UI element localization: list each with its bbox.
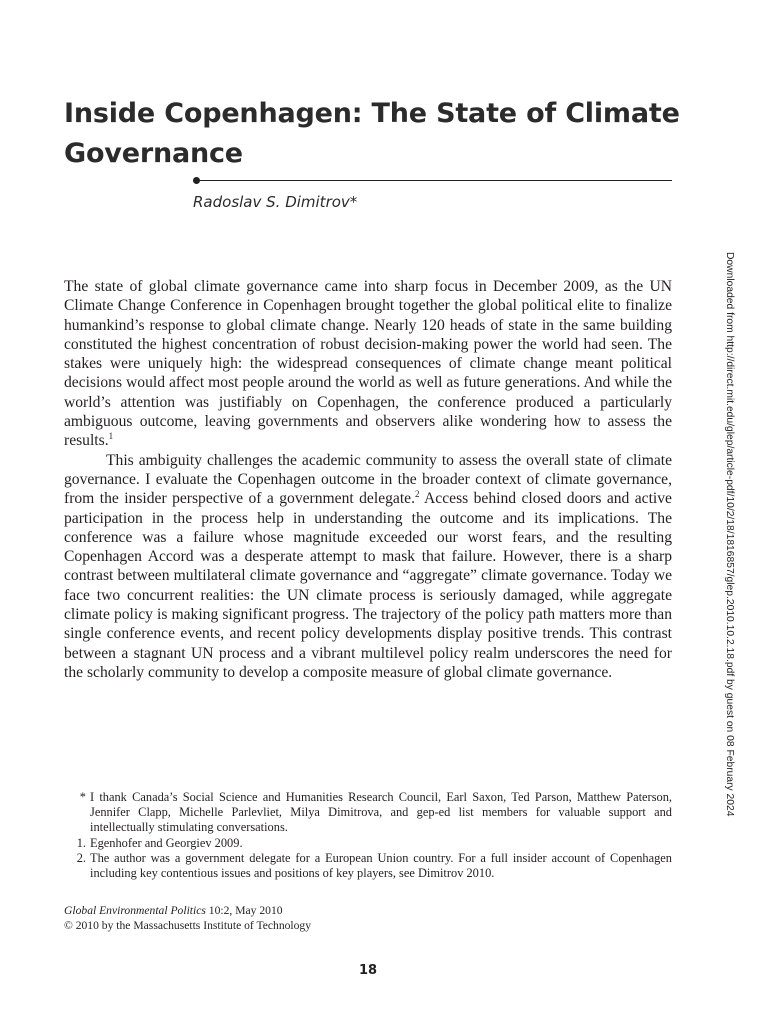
paragraph bbox=[64, 451, 672, 683]
footnote-mark: 1. bbox=[76, 835, 86, 850]
paragraph-text: This ambiguity challenges the academic community to assess the overall state of climate governance. I evaluate the Copenhagen outcome in the broader context of climate governance, from the insider perspective of a government delegate. bbox=[64, 451, 672, 508]
paragraph-text: The state of global climate governance came into sharp focus in December 2009, as the UN Climate Change Conference in Copenhagen brought together the global political elite to finalize humankind’s response to global climate change. Nearly 120 heads of state in the same building constituted the highest concentration of robust decision-making power the world had seen. The stakes were uniquely high: the widespread consequences of climate change meant political decisions would affect most people around the world as well as future generations. And while the world’s attention was justifiably on Copenhagen, the conference produced a particularly ambiguous outcome, leaving governments and observers alike wondering how to assess the results. bbox=[64, 278, 672, 450]
title-rule bbox=[198, 180, 672, 181]
footnote-text: I thank Canada’s Social Science and Humanities Research Council, Earl Saxon, Ted Parson, Matthew Paterson, Jennifer Clapp, Michelle Parlevliet, Milya Dimitrova, and gep-ed list members for valuable support and intellectually stimulating conversations. bbox=[90, 790, 672, 835]
footnote-ref[interactable]: 1 bbox=[108, 431, 114, 442]
paragraph bbox=[64, 277, 672, 451]
copyright-line: © 2010 by the Massachusetts Institute of Technology bbox=[64, 919, 312, 932]
footnote-text: Egenhofer and Georgiev 2009. bbox=[90, 835, 243, 850]
footnotes bbox=[64, 790, 672, 881]
article-title: Inside Copenhagen: The State of Climate Governance bbox=[64, 98, 680, 169]
footnote-mark: * bbox=[79, 790, 86, 804]
journal-issue: 10:2, May 2010 bbox=[205, 904, 283, 917]
footnote bbox=[64, 836, 672, 851]
article-body bbox=[64, 277, 672, 682]
journal-footer bbox=[64, 903, 311, 933]
download-watermark: Downloaded from http://direct.mit.edu/glep/article-pdf/10/2/18/1816857/glep.2010.10.2.18.pdf by guest on 08 February 2024 bbox=[724, 252, 735, 817]
journal-citation bbox=[64, 903, 311, 918]
footnote-ref[interactable]: 2 bbox=[414, 489, 420, 500]
footnote bbox=[64, 851, 672, 881]
journal-name: Global Environmental Politics bbox=[64, 904, 206, 917]
footnote-mark: 2. bbox=[76, 850, 86, 865]
author-name: Radoslav S. Dimitrov* bbox=[193, 193, 358, 211]
page-number: 18 bbox=[358, 963, 378, 978]
footnote-text: The author was a government delegate for a European Union country. For a full insider account of Copenhagen including key contentious issues and positions of key players, see Dimitrov 2010. bbox=[90, 850, 672, 881]
paragraph-text: Access behind closed doors and active participation in the process help in understanding the outcome and its implications. The conference was a failure whose magnitude exceeded our worst fears, and the resulting Copenhagen Accord was a desperate attempt to mask that failure. However, there is a sharp contrast between multilateral climate governance and “aggregate” climate governance. Today we face two concurrent realities: the UN climate process is seriously damaged, while aggregate climate policy is making significant progress. The trajectory of the policy path matters more than single conference events, and recent policy developments display positive trends. This contrast between a stagnant UN process and a vibrant multilevel policy realm underscores the need for the scholarly community to develop a composite measure of global climate governance. bbox=[64, 490, 672, 681]
footnote bbox=[64, 790, 672, 836]
